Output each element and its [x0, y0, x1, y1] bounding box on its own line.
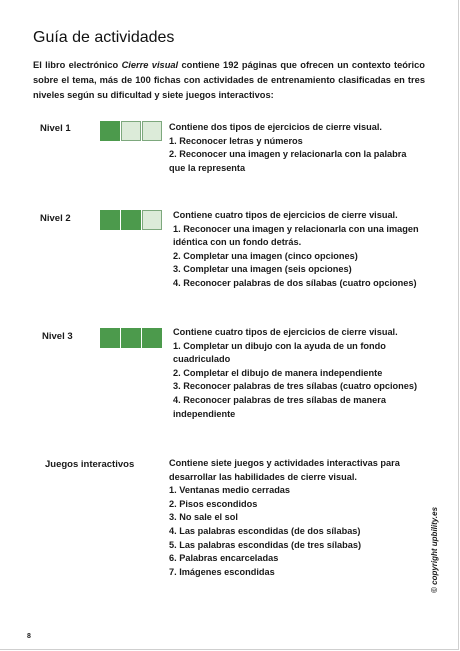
exercise-item: 2. Completar el dibujo de manera independiente: [173, 367, 383, 378]
intro-paragraph: [33, 58, 425, 103]
difficulty-square-filled: [121, 328, 141, 348]
exercise-item: 1. Completar un dibujo con la ayuda de un fondo cuadriculado: [173, 340, 386, 365]
level-summary: Contiene dos tipos de ejercicios de cierre visual.: [169, 122, 382, 132]
book-title: Cierre visual: [121, 60, 179, 70]
game-item: 4. Las palabras escondidas (de dos sílabas): [169, 525, 361, 536]
games-label: Juegos interactivos: [45, 459, 135, 470]
page-title: Guía de actividades: [33, 29, 175, 46]
games-summary: Contiene siete juegos y actividades interactivas para desarrollar las habilidades de cierre visual.: [169, 458, 400, 482]
exercise-item: 1. Reconocer letras y números: [169, 135, 303, 146]
level-3-difficulty-squares: [100, 328, 163, 348]
difficulty-square-empty: [142, 210, 162, 230]
exercise-item: 3. Reconocer palabras de tres sílabas (cuatro opciones): [173, 381, 418, 392]
difficulty-square-filled: [121, 210, 141, 230]
difficulty-square-filled: [100, 210, 120, 230]
level-3-description: [173, 326, 433, 421]
difficulty-square-empty: [121, 121, 141, 141]
level-1-label: Nivel 1: [40, 123, 71, 134]
intro-before: El libro electrónico: [33, 60, 122, 70]
difficulty-square-empty: [142, 121, 162, 141]
exercise-item: 4. Reconocer palabras de tres sílabas de manera independiente: [173, 394, 386, 419]
intro-after: contiene 192 páginas que ofrecen un contexto teórico sobre el tema, más de 100 fichas con actividades de entrenamiento clasificadas en tres niveles según su dificultad y siete juegos interactivos:: [33, 60, 425, 100]
level-3-label: Nivel 3: [42, 331, 73, 342]
difficulty-square-filled: [100, 121, 120, 141]
game-item: 5. Las palabras escondidas (de tres sílabas): [169, 539, 361, 550]
level-1-difficulty-squares: [100, 121, 163, 141]
game-item: 7. Imágenes escondidas: [169, 566, 275, 577]
exercise-item: 2. Reconocer una imagen y relacionarla con la palabra que la representa: [169, 149, 407, 173]
game-item: 1. Ventanas medio cerradas: [169, 485, 291, 496]
exercise-item: 2. Completar una imagen (cinco opciones): [173, 250, 358, 261]
page-number: 8: [27, 633, 31, 640]
game-item: 3. No sale el sol: [169, 512, 238, 523]
game-item: 2. Pisos escondidos: [169, 498, 258, 509]
level-2-label: Nivel 2: [40, 213, 71, 224]
game-item: 6. Palabras encarceladas: [169, 553, 279, 564]
level-summary: Contiene cuatro tipos de ejercicios de cierre visual.: [173, 327, 398, 337]
copyright-notice: © copyright upbility.es: [430, 506, 439, 593]
games-description: [169, 457, 431, 579]
difficulty-square-filled: [100, 328, 120, 348]
level-2-difficulty-squares: [100, 210, 163, 230]
exercise-item: 3. Completar una imagen (seis opciones): [173, 264, 352, 275]
exercise-item: 4. Reconocer palabras de dos sílabas (cuatro opciones): [173, 277, 417, 288]
exercise-item: 1. Reconocer una imagen y relacionarla con una imagen idéntica con un fondo detrás.: [173, 223, 419, 248]
level-2-description: [173, 209, 431, 291]
difficulty-square-filled: [142, 328, 162, 348]
level-summary: Contiene cuatro tipos de ejercicios de cierre visual.: [173, 210, 398, 220]
level-1-description: [169, 121, 424, 175]
